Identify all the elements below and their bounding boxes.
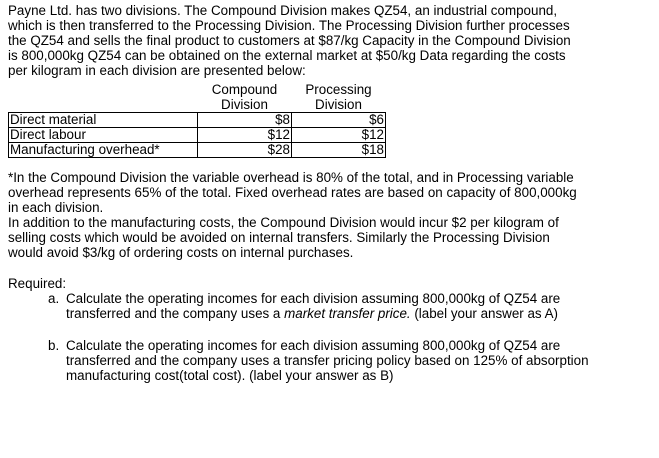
task-line: transferred and the company uses a transfer pricing policy based on 125% of absorption <box>66 353 589 368</box>
compound-division-header <box>198 82 292 113</box>
list-item <box>8 338 653 383</box>
document-page <box>8 3 653 383</box>
table-header-row <box>9 82 386 113</box>
task-line: manufacturing cost(total cost). (label your answer as B) <box>66 368 394 383</box>
task-line: Calculate the operating incomes for each division assuming 800,000kg of QZ54 are <box>66 338 561 353</box>
cost-table <box>8 82 386 158</box>
task-line <box>66 306 653 321</box>
list-marker: a. <box>48 291 60 306</box>
table-row <box>9 128 386 143</box>
task-line: Calculate the operating incomes for each division assuming 800,000kg of QZ54 are <box>66 291 561 306</box>
row-label: Manufacturing overhead* <box>9 143 198 158</box>
processing-division-header <box>292 82 386 113</box>
intro-paragraph <box>8 3 653 78</box>
header-line: Compound <box>211 82 278 97</box>
note-line: selling costs which would be avoided on internal transfers. Similarly the Processing Division <box>8 230 550 245</box>
note-line: *In the Compound Division the variable overhead is 80% of the total, and in Processing variable <box>8 170 574 185</box>
table-row <box>9 143 386 158</box>
list-marker: b. <box>48 338 60 353</box>
header-line: Division <box>315 97 362 112</box>
table-corner <box>9 82 198 113</box>
required-heading: Required: <box>8 276 67 291</box>
task-text: transferred and the company uses a <box>66 306 285 321</box>
intro-line: per kilogram in each division are presented below: <box>8 63 306 78</box>
intro-line: the QZ54 and sells the final product to customers at $87/kg Capacity in the Compound Division <box>8 33 571 48</box>
intro-line: Payne Ltd. has two divisions. The Compound Division makes QZ54, an industrial compound, <box>8 3 558 18</box>
note-line: in each division. <box>8 200 104 215</box>
note-line: would avoid $3/kg of ordering costs on internal purchases. <box>8 245 354 260</box>
table-row <box>9 113 386 128</box>
list-item <box>8 291 653 321</box>
task-list <box>8 291 653 383</box>
note-line: overhead represents 65% of the total. Fixed overhead rates are based on capacity of 800,000kg <box>8 185 577 200</box>
compound-cost-cell: $8 <box>198 113 292 128</box>
processing-cost-cell: $6 <box>292 113 386 128</box>
processing-cost-cell: $12 <box>292 128 386 143</box>
processing-cost-cell: $18 <box>292 143 386 158</box>
compound-cost-cell: $28 <box>198 143 292 158</box>
row-label: Direct labour <box>9 128 198 143</box>
row-label: Direct material <box>9 113 198 128</box>
intro-line: which is then transferred to the Processing Division. The Processing Division further processes <box>8 18 570 33</box>
compound-cost-cell: $12 <box>198 128 292 143</box>
overhead-note <box>8 170 653 260</box>
emphasized-term: market transfer price. <box>284 306 411 321</box>
header-line: Processing <box>305 82 372 97</box>
task-text: (label your answer as A) <box>410 306 558 321</box>
note-line: In addition to the manufacturing costs, the Compound Division would incur $2 per kilogram of <box>8 215 559 230</box>
header-line: Division <box>221 97 268 112</box>
intro-line: is 800,000kg QZ54 can be obtained on the external market at $50/kg Data regarding the costs <box>8 48 566 63</box>
